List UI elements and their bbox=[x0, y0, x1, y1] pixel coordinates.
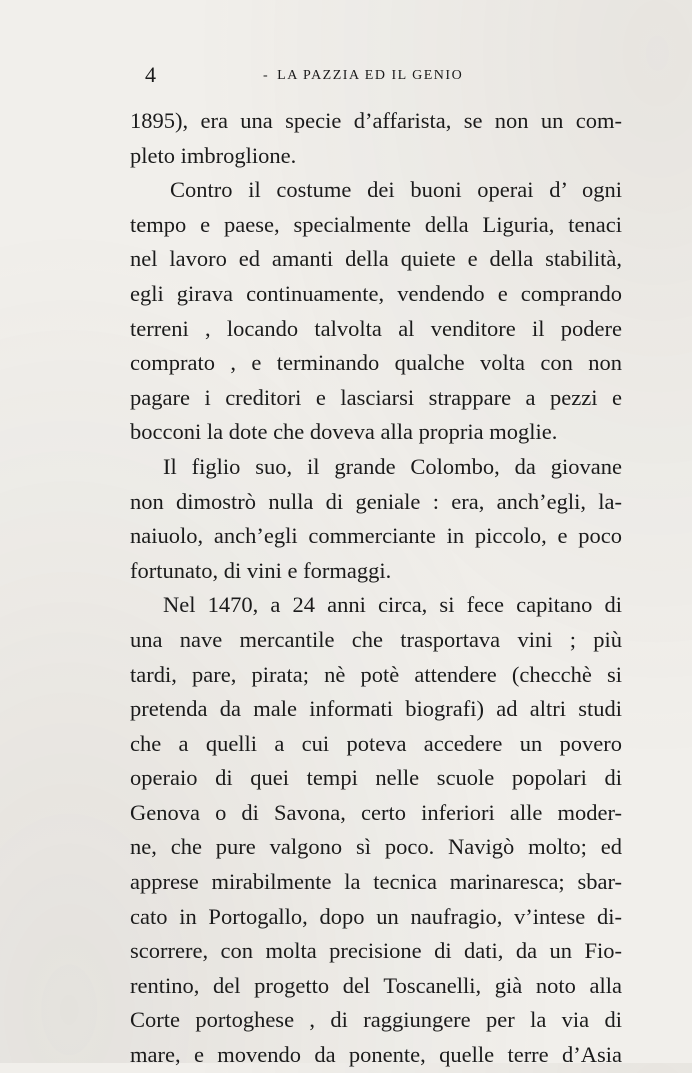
text-line: rentino, del progetto del Toscanelli, già noto alla bbox=[130, 972, 622, 998]
text-line: Contro il costume dei buoni operai d’ ogni bbox=[170, 177, 622, 203]
text-line: egli girava continuamente, vendendo e comprando bbox=[130, 280, 622, 306]
text-line: Il figlio suo, il grande Colombo, da giovane bbox=[163, 453, 622, 479]
text-line: che a quelli a cui poteva accedere un povero bbox=[130, 730, 622, 756]
text-line: scorrere, con molta precisione di dati, da un Fio- bbox=[130, 938, 622, 964]
text-line: comprato , e terminando qualche volta con non bbox=[130, 350, 622, 376]
text-line: nel lavoro ed amanti della quiete e della stabilità, bbox=[130, 246, 622, 272]
text-line: pleto imbroglione. bbox=[130, 142, 297, 168]
text-line: cato in Portogallo, dopo un naufragio, v’intese di- bbox=[130, 903, 622, 929]
header-dash: - bbox=[263, 68, 270, 83]
body-text bbox=[130, 104, 622, 1073]
text-line: Nel 1470, a 24 anni circa, si fece capitano di bbox=[163, 592, 622, 618]
text-line: bocconi la dote che doveva alla propria moglie. bbox=[130, 419, 558, 445]
text-line: Genova o di Savona, certo inferiori alle moder- bbox=[130, 799, 622, 825]
text-line: una nave mercantile che trasportava vini ; più bbox=[130, 626, 622, 652]
text-line: naiuolo, anch’egli commerciante in piccolo, e poco bbox=[130, 523, 622, 549]
text-line: terreni , locando talvolta al venditore il podere bbox=[130, 315, 622, 341]
running-title-wrapper bbox=[263, 60, 463, 92]
text-line: tardi, pare, pirata; nè potè attendere (checchè si bbox=[130, 661, 622, 687]
text-line: fortunato, di vini e formaggi. bbox=[130, 557, 392, 583]
page-header bbox=[145, 60, 615, 90]
text-line: mare, e movendo da ponente, quelle terre d’Asia bbox=[130, 1042, 622, 1068]
text-line: tempo e paese, specialmente della Liguria, tenaci bbox=[130, 211, 622, 237]
running-title: LA PAZZIA ED IL GENIO bbox=[277, 68, 464, 83]
text-line: pagare i creditori e lasciarsi strappare a pezzi e bbox=[130, 384, 622, 410]
text-line: pretenda da male informati biografi) ad altri studi bbox=[130, 696, 622, 722]
text-line: ne, che pure valgono sì poco. Navigò molto; ed bbox=[130, 834, 622, 860]
text-line: apprese mirabilmente la tecnica marinaresca; sbar- bbox=[130, 869, 622, 895]
text-line: non dimostrò nulla di geniale : era, anch’egli, la- bbox=[130, 488, 622, 514]
text-line: Corte portoghese , di raggiungere per la via di bbox=[130, 1007, 622, 1033]
page-number: 4 bbox=[145, 62, 156, 87]
text-line: operaio di quei tempi nelle scuole popolari di bbox=[130, 765, 622, 791]
text-line: 1895), era una specie d’affarista, se non un com- bbox=[130, 108, 622, 133]
